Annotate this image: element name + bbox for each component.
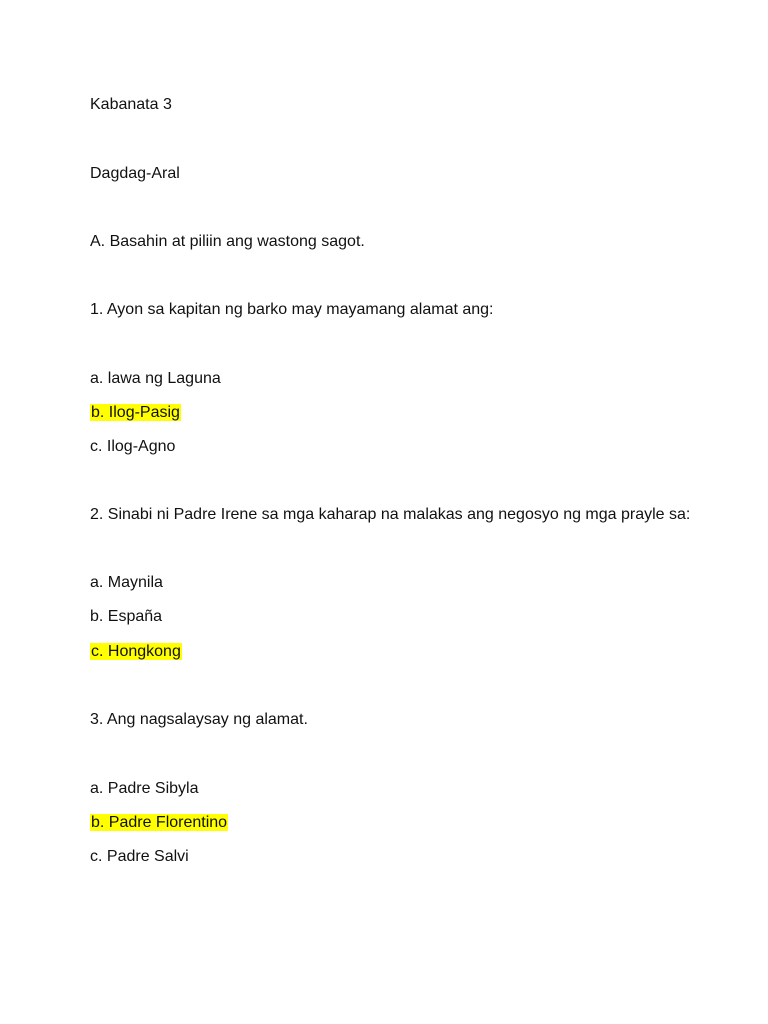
choice-text: c. Ilog-Agno [90, 438, 176, 455]
section-title: Dagdag-Aral [90, 165, 180, 182]
choice-text: b. España [90, 608, 163, 625]
chapter-title: Kabanata 3 [90, 96, 172, 113]
question-2-choice-c [90, 642, 182, 662]
highlighted-answer: c. Hongkong [91, 643, 181, 660]
highlighted-answer: b. Padre Florentino [91, 814, 228, 831]
question-3-choice-c [90, 847, 189, 867]
choice-text: a. Maynila [90, 574, 163, 591]
question-2: 2. Sinabi ni Padre Irene sa mga kaharap na malakas ang negosyo ng mga prayle sa: [90, 506, 691, 523]
question-1-choice-c [90, 437, 175, 457]
question-2-choice-a [90, 573, 163, 593]
choice-text: c. Padre Salvi [90, 848, 189, 865]
choice-text: a. Padre Sibyla [90, 780, 199, 797]
question-2-choice-b [90, 607, 162, 627]
question-3-choice-a [90, 779, 199, 799]
question-1: 1. Ayon sa kapitan ng barko may mayamang alamat ang: [90, 301, 494, 318]
question-3: 3. Ang nagsalaysay ng alamat. [90, 711, 308, 728]
question-3-choice-b [90, 813, 228, 833]
choice-text: a. lawa ng Laguna [90, 370, 221, 387]
highlighted-answer: b. Ilog-Pasig [91, 404, 180, 421]
question-1-choice-a [90, 369, 221, 389]
question-1-choice-b [90, 403, 181, 423]
instruction-text: A. Basahin at piliin ang wastong sagot. [90, 233, 365, 250]
